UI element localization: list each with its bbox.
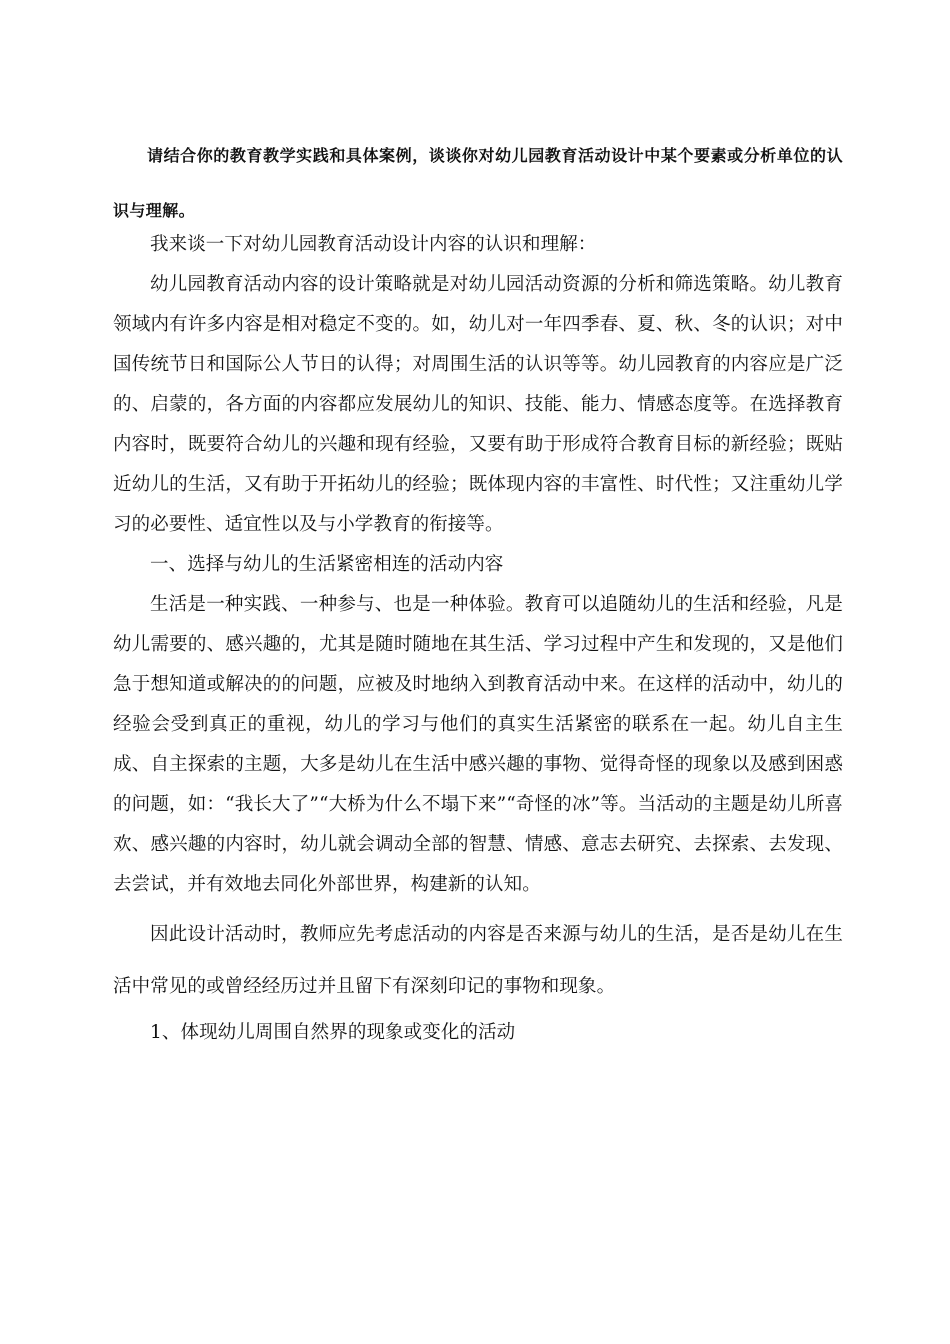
- intro-paragraph: 我来谈一下对幼儿园教育活动设计内容的认识和理解：: [150, 234, 597, 255]
- design-consideration-paragraph: 因此设计活动时，教师应先考虑活动的内容是否来源与幼儿的生活，是否是幼儿在生活中常见的或曾经经历过并且留下有深刻印记的事物和现象。: [113, 924, 843, 997]
- section-heading-1: 一、选择与幼儿的生活紧密相连的活动内容: [150, 554, 504, 575]
- content-strategy-paragraph: 幼儿园教育活动内容的设计策略就是对幼儿园活动资源的分析和筛选策略。幼儿教育领域内有许多内容是相对稳定不变的。如，幼儿对一年四季春、夏、秋、冬的认识；对中国传统节日和国际公人节日的认得；对周围生活的认识等等。幼儿园教育的内容应是广泛的、启蒙的，各方面的内容都应发展幼儿的知识、技能、能力、情感态度等。在选择教育内容时，既要符合幼儿的兴趣和现有经验，又要有助于形成符合教育目标的新经验；既贴近幼儿的生活，又有助于开拓幼儿的经验；既体现内容的丰富性、时代性；又注重幼儿学习的必要性、适宜性以及与小学教育的衔接等。: [113, 274, 843, 535]
- essay-body: [113, 225, 843, 1053]
- essay-question: 请结合你的教育教学实践和具体案例，谈谈你对幼儿园教育活动设计中某个要素或分析单位的认识与理解。: [113, 146, 843, 220]
- life-experience-paragraph: 生活是一种实践、一种参与、也是一种体验。教育可以追随幼儿的生活和经验，凡是幼儿需要的、感兴趣的，尤其是随时随地在其生活、学习过程中产生和发现的，又是他们急于想知道或解决的的问题，应被及时地纳入到教育活动中来。在这样的活动中，幼儿的经验会受到真正的重视，幼儿的学习与他们的真实生活紧密的联系在一起。幼儿自主生成、自主探索的主题，大多是幼儿在生活中感兴趣的事物、觉得奇怪的现象以及感到困惑的问题，如：“我长大了”“大桥为什么不塌下来”“奇怪的冰”等。当活动的主题是幼儿所喜欢、感兴趣的内容时，幼儿就会调动全部的智慧、情感、意志去研究、去探索、去发现、去尝试，并有效地去同化外部世界，构建新的认知。: [113, 594, 843, 895]
- subsection-heading-1: 1、体现幼儿周围自然界的现象或变化的活动: [150, 1022, 516, 1043]
